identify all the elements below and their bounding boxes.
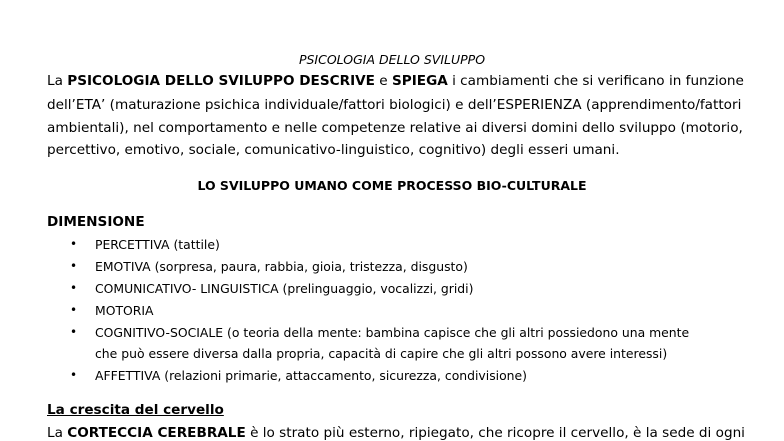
section-heading: La crescita del cervello	[47, 402, 224, 418]
intro-line-2: dell’ETA’ (maturazione psichica individuale/fattori biologici) e dell’ESPERIENZA (apprendimento/fattori	[47, 97, 742, 113]
body-line: La CORTECCIA CEREBRALE è lo strato più esterno, ripiegato, che ricopre il cervello, è la sede di ogni	[47, 425, 745, 441]
list-item: COMUNICATIVO- LINGUISTICA (prelinguaggio, vocalizzi, gridi)	[95, 281, 474, 296]
intro-line-4: percettivo, emotivo, sociale, comunicativo-linguistico, cognitivo) degli esseri umani.	[47, 142, 620, 158]
bullet-icon: •	[70, 237, 78, 251]
bullet-icon: •	[70, 281, 78, 295]
intro-bold-1: PSICOLOGIA DELLO SVILUPPO DESCRIVE	[67, 73, 375, 89]
dimension-heading: DIMENSIONE	[47, 214, 145, 230]
document-title: PSICOLOGIA DELLO SVILUPPO	[298, 52, 486, 67]
intro-line-1: La PSICOLOGIA DELLO SVILUPPO DESCRIVE e SPIEGA i cambiamenti che si verificano in funzione	[47, 73, 744, 89]
intro-line-3: ambientali), nel comportamento e nelle competenze relative ai diversi domini dello sviluppo (motorio,	[47, 120, 743, 136]
list-item: EMOTIVA (sorpresa, paura, rabbia, gioia, tristezza, disgusto)	[95, 259, 468, 274]
bullet-icon: •	[70, 368, 78, 382]
bullet-icon: •	[70, 303, 78, 317]
list-item: PERCETTIVA (tattile)	[95, 237, 220, 252]
list-item: MOTORIA	[95, 303, 154, 318]
list-item: COGNITIVO-SOCIALE (o teoria della mente: bambina capisce che gli altri possiedono una mente	[95, 325, 690, 340]
bullet-icon: •	[70, 259, 78, 273]
list-item-continuation: che può essere diversa dalla propria, capacità di capire che gli altri possono avere interessi)	[95, 346, 668, 361]
intro-bold-2: SPIEGA	[391, 73, 448, 89]
list-item: AFFETTIVA (relazioni primarie, attaccamento, sicurezza, condivisione)	[95, 368, 527, 383]
bullet-icon: •	[70, 325, 78, 339]
body-bold: CORTECCIA CEREBRALE	[67, 425, 246, 441]
section-subtitle: LO SVILUPPO UMANO COME PROCESSO BIO-CULTURALE	[197, 178, 587, 193]
